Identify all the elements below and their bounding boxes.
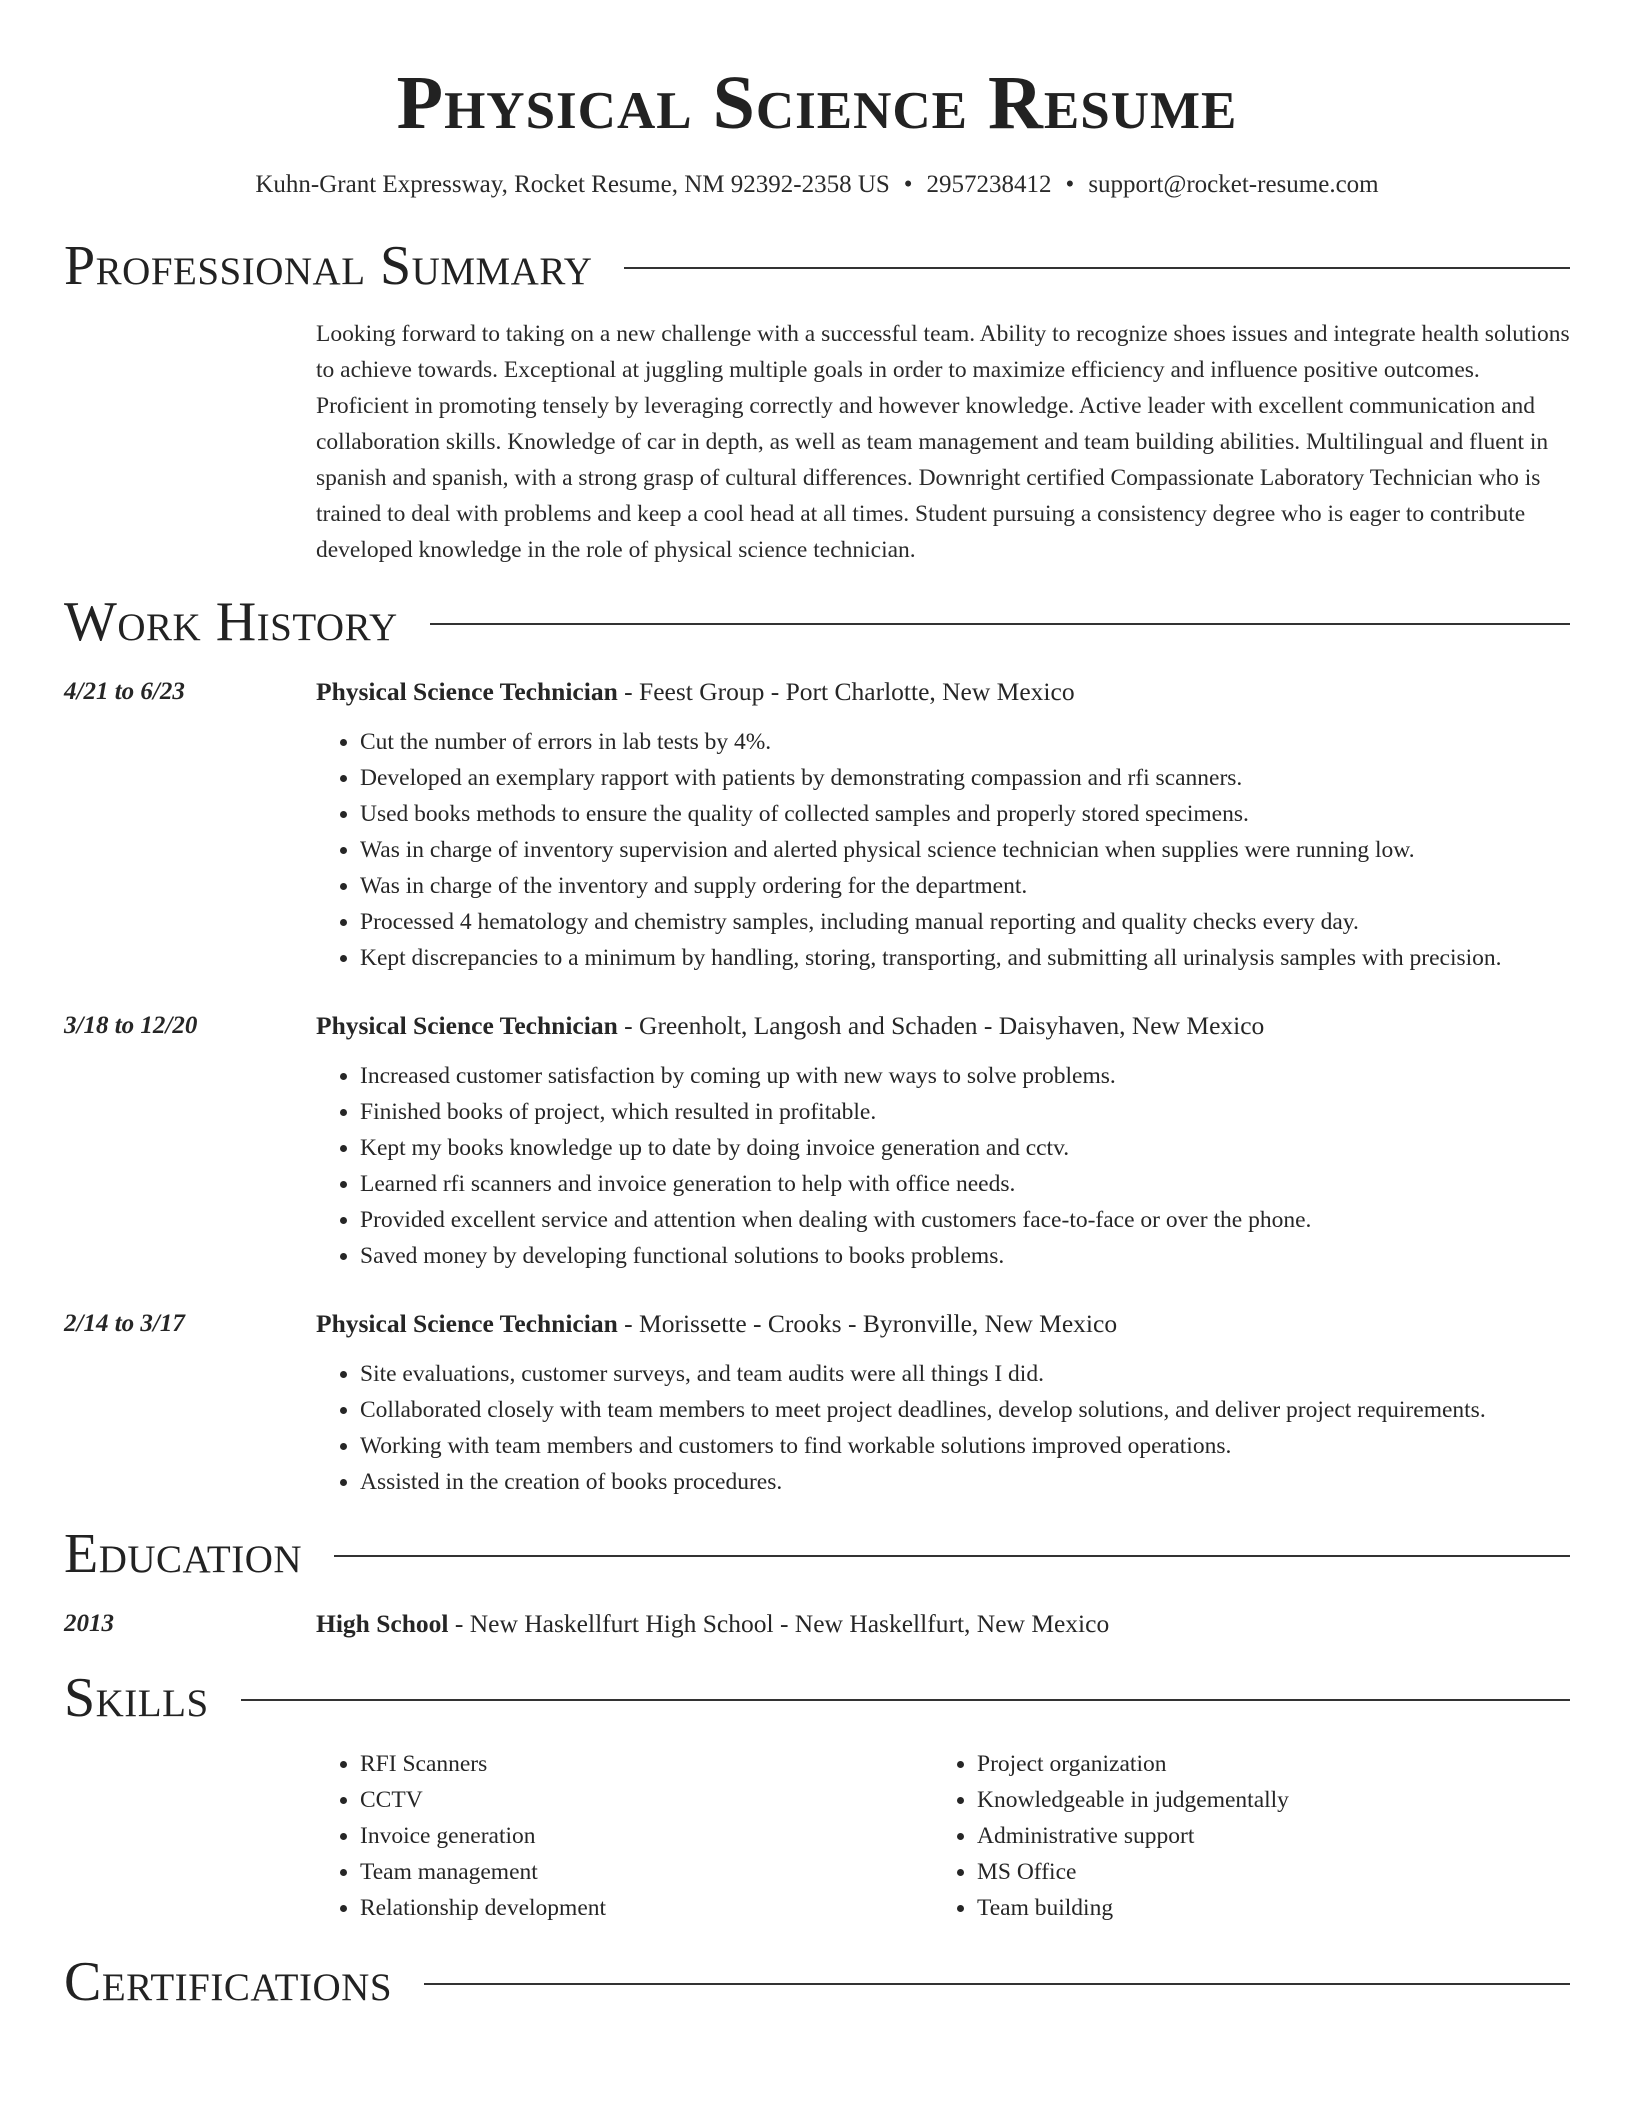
skills-column-right xyxy=(933,1746,1550,1926)
job-details: - Morissette - Crooks - Byronville, New Mexico xyxy=(617,1309,1118,1338)
list-item: • Was in charge of inventory supervision and alerted physical science technician when supplies were running low. xyxy=(360,832,1570,868)
list-item: • Developed an exemplary rapport with patients by demonstrating compassion and rfi scanners. xyxy=(360,760,1570,796)
skills-column-left xyxy=(316,1746,933,1926)
education-heading xyxy=(316,1606,1570,1642)
job-details: - Feest Group - Port Charlotte, New Mexico xyxy=(617,677,1075,706)
list-item: • Learned rfi scanners and invoice generation to help with office needs. xyxy=(360,1166,1570,1202)
list-item: • Administrative support xyxy=(977,1818,1550,1854)
list-item: • Knowledgeable in judgementally xyxy=(977,1782,1550,1818)
job-title: Physical Science Technician xyxy=(316,677,618,706)
job-entry xyxy=(64,674,1570,976)
job-title: Physical Science Technician xyxy=(316,1011,618,1040)
list-item: • Site evaluations, customer surveys, and team audits were all things I did. xyxy=(360,1356,1570,1392)
list-item: • CCTV xyxy=(360,1782,933,1818)
list-item: • Team building xyxy=(977,1890,1550,1926)
section-divider xyxy=(241,1699,1570,1701)
list-item: • Kept discrepancies to a minimum by handling, storing, transporting, and submitting all urinalysis samples with precision. xyxy=(360,940,1570,976)
job-entry xyxy=(64,1306,1570,1500)
section-divider xyxy=(424,1983,1570,1985)
section-divider xyxy=(624,267,1570,269)
section-title: Work History xyxy=(64,591,398,653)
job-heading xyxy=(316,1008,1570,1044)
job-bullets xyxy=(316,1356,1570,1500)
list-item: • Working with team members and customers to find workable solutions improved operations. xyxy=(360,1428,1570,1464)
job-title: Physical Science Technician xyxy=(316,1309,618,1338)
list-item: • Finished books of project, which resulted in profitable. xyxy=(360,1094,1570,1130)
list-item: • Team management xyxy=(360,1854,933,1890)
section-header-education xyxy=(64,1522,1570,1586)
job-details: - Greenholt, Langosh and Schaden - Daisyhaven, New Mexico xyxy=(617,1011,1265,1040)
contact-separator: • xyxy=(903,171,913,198)
contact-line xyxy=(64,170,1570,200)
section-header-skills xyxy=(64,1666,1570,1730)
skills-list xyxy=(316,1746,1570,1926)
list-item: • Used books methods to ensure the quality of collected samples and properly stored specimens. xyxy=(360,796,1570,832)
list-item: • Project organization xyxy=(977,1746,1550,1782)
contact-separator: • xyxy=(1065,171,1075,198)
section-title: Education xyxy=(64,1523,303,1585)
education-year: 2013 xyxy=(64,1610,114,1637)
contact-email: support@rocket-resume.com xyxy=(1088,171,1379,198)
job-bullets xyxy=(316,724,1570,976)
section-divider xyxy=(430,623,1570,625)
list-item: • Collaborated closely with team members to meet project deadlines, develop solutions, and deliver project requirements. xyxy=(360,1392,1570,1428)
job-heading xyxy=(316,1306,1570,1342)
resume-title: Physical Science Resume xyxy=(396,61,1238,145)
section-title: Certifications xyxy=(64,1951,393,2013)
summary-text: Looking forward to taking on a new challenge with a successful team. Ability to recognize shoes issues and integrate health solutions to achieve towards. Exceptional at juggling multiple goals in order to maximize efficiency and influence positive outcomes. Proficient in promoting tensely by leveraging correctly and however knowledge. Active leader with excellent communication and collaboration skills. Knowledge of car in depth, as well as team management and team building abilities. Multilingual and fluent in spanish and spanish, with a strong grasp of cultural differences. Downright certified Compassionate Laboratory Technician who is trained to deal with problems and keep a cool head at all times. Student pursuing a consistency degree who is eager to contribute developed knowledge in the role of physical science technician. xyxy=(316,321,1570,563)
job-dates: 3/18 to 12/20 xyxy=(64,1012,198,1039)
list-item: • Increased customer satisfaction by coming up with new ways to solve problems. xyxy=(360,1058,1570,1094)
education-degree: High School xyxy=(316,1609,449,1638)
job-entry xyxy=(64,1008,1570,1274)
list-item: • Saved money by developing functional solutions to books problems. xyxy=(360,1238,1570,1274)
contact-address: Kuhn-Grant Expressway, Rocket Resume, NM 92392-2358 US xyxy=(255,171,890,198)
list-item: • Assisted in the creation of books procedures. xyxy=(360,1464,1570,1500)
list-item: • Cut the number of errors in lab tests by 4%. xyxy=(360,724,1570,760)
job-dates: 2/14 to 3/17 xyxy=(64,1310,185,1337)
section-header-certifications xyxy=(64,1950,1570,2014)
section-header-summary xyxy=(64,234,1570,298)
section-title: Professional Summary xyxy=(64,235,593,297)
list-item: • MS Office xyxy=(977,1854,1550,1890)
job-dates: 4/21 to 6/23 xyxy=(64,678,185,705)
job-bullets xyxy=(316,1058,1570,1274)
section-title: Skills xyxy=(64,1667,209,1729)
list-item: • Processed 4 hematology and chemistry samples, including manual reporting and quality checks every day. xyxy=(360,904,1570,940)
list-item: • Relationship development xyxy=(360,1890,933,1926)
education-details: - New Haskellfurt High School - New Haskellfurt, New Mexico xyxy=(448,1609,1110,1638)
list-item: • Invoice generation xyxy=(360,1818,933,1854)
list-item: • Was in charge of the inventory and supply ordering for the department. xyxy=(360,868,1570,904)
job-heading xyxy=(316,674,1570,710)
contact-phone: 2957238412 xyxy=(926,171,1052,198)
section-header-work xyxy=(64,590,1570,654)
list-item: • Provided excellent service and attention when dealing with customers face-to-face or over the phone. xyxy=(360,1202,1570,1238)
list-item: • RFI Scanners xyxy=(360,1746,933,1782)
section-divider xyxy=(334,1555,1570,1557)
education-entry xyxy=(64,1606,1570,1642)
resume-page xyxy=(64,0,1570,2014)
list-item: • Kept my books knowledge up to date by doing invoice generation and cctv. xyxy=(360,1130,1570,1166)
